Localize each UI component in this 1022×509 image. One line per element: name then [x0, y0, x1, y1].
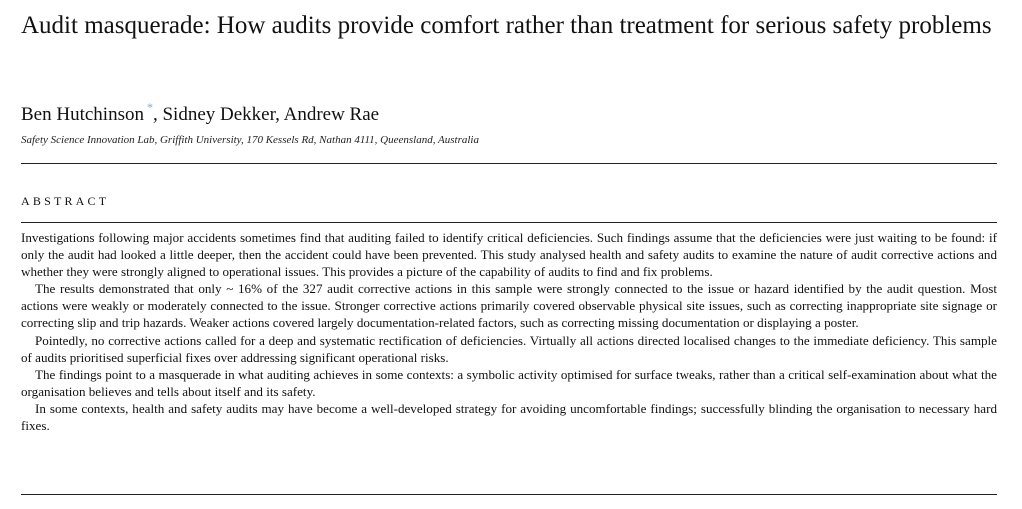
divider — [21, 494, 997, 495]
author-list — [21, 95, 379, 127]
author-names-rest: , Sidney Dekker, Andrew Rae — [152, 104, 380, 125]
abstract-paragraph: The results demonstrated that only ~ 16% of the 327 audit corrective actions in this sample were strongly connected to the issue or hazard identified by the audit question. Most actions were weakly or moderately connected to the issue. Stronger corrective actions primarily covered observable physical site issues, such as correcting inappropriate site signage or correcting slip and trip hazards. Weaker actions covered largely documentation-related factors, such as correcting missing documentation or displaying a poster. — [21, 281, 997, 331]
paper-title: Audit masquerade: How audits provide comfort rather than treatment for serious safety problems — [21, 12, 992, 39]
divider — [21, 163, 997, 164]
abstract-paragraph: Pointedly, no corrective actions called for a deep and systematic rectification of deficiencies. Virtually all actions directed localised changes to the immediate deficiency. This sample of audits prioritised superficial fixes over addressing significant operational risks. — [21, 332, 997, 365]
affiliation: Safety Science Innovation Lab, Griffith University, 170 Kessels Rd, Nathan 4111, Queensland, Australia — [21, 134, 479, 146]
abstract-paragraph: The findings point to a masquerade in what auditing achieves in some contexts: a symbolic activity optimised for surface tweaks, rather than a critical self-examination about what the organisation believes and tells about itself and its safety. — [21, 366, 997, 399]
corresponding-author-icon[interactable]: * — [146, 100, 153, 114]
abstract-body — [21, 229, 997, 434]
abstract-paragraph: Investigations following major accidents sometimes find that auditing failed to identify critical deficiencies. Such findings assume that the deficiencies were just waiting to be found: if only the audit had looked a little deeper, then the accident could have been prevented. This study analysed health and safety audits to examine the nature of audit corrective actions and whether they were strongly aligned to operational issues. This provides a picture of the capability of audits to find and fix problems. — [21, 230, 997, 280]
abstract-heading: ABSTRACT — [21, 194, 110, 208]
author-name[interactable]: Ben Hutchinson — [21, 104, 144, 125]
abstract-paragraph: In some contexts, health and safety audits may have become a well-developed strategy for avoiding uncomfortable findings; successfully blinding the organisation to necessary hard fixes. — [21, 400, 997, 434]
divider — [21, 222, 997, 223]
